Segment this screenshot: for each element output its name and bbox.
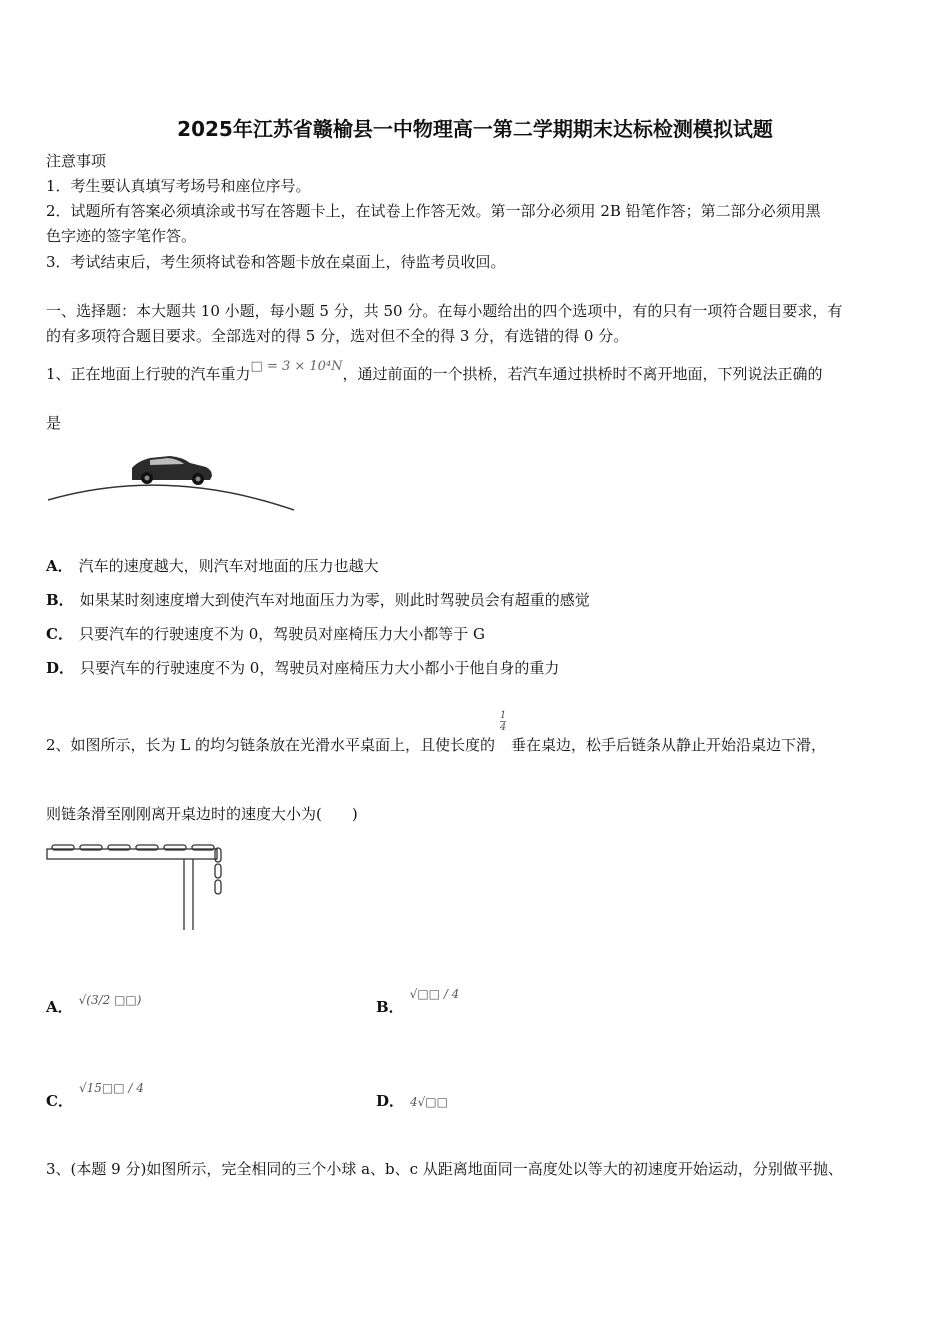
q1-stem (46, 359, 823, 386)
option-expr: √(3/2 □□) (78, 993, 142, 1007)
option-text: 汽车的速度越大，则汽车对地面的压力也越大 (78, 557, 379, 575)
option-label: D． (46, 659, 75, 677)
q2-stem-cont: 则链条滑至刚刚离开桌边时的速度大小为( ) (46, 805, 358, 823)
car-on-bridge-figure (46, 448, 296, 513)
q3-stem: 3、(本题 9 分)如图所示，完全相同的三个小球 a、b、c 从距离地面同一高度处以等大的初速度开始运动，分别做平抛、 (46, 1160, 843, 1178)
q1-option-a[interactable] (46, 556, 379, 576)
q2-option-d[interactable] (376, 1091, 448, 1112)
q2-suffix: 垂在桌边，松手后链条从静止开始沿桌边下滑， (510, 736, 826, 754)
option-label: A． (46, 557, 73, 575)
fraction-denominator: 4 (499, 722, 507, 733)
notice-item: 1．考生要认真填写考场号和座位序号。 (46, 177, 311, 195)
car-icon (132, 456, 212, 485)
option-label: A． (46, 998, 73, 1016)
option-label: C． (46, 625, 73, 643)
section-intro: 一、选择题：本大题共 10 小题，每小题 5 分，共 50 分。在每小题给出的四个选项中，有的只有一项符合题目要求，有 (46, 302, 843, 320)
q1-option-c[interactable] (46, 624, 485, 644)
option-expr: √□□ / 4 (409, 987, 460, 1001)
arch-bridge-curve (48, 485, 294, 510)
option-expr: √15□□ / 4 (78, 1081, 144, 1095)
notice-item: 3．考试结束后，考生须将试卷和答题卡放在桌面上，待监考员收回。 (46, 253, 506, 271)
option-label: B． (46, 591, 74, 609)
chain-on-table-figure (46, 842, 231, 934)
notice-item: 色字迹的签字笔作答。 (46, 227, 197, 245)
q2-option-a[interactable] (46, 993, 142, 1018)
option-text: 如果某时刻速度增大到使汽车对地面压力为零，则此时驾驶员会有超重的感觉 (79, 591, 590, 609)
fraction-numerator: 1 (499, 710, 507, 721)
option-label: C． (46, 1092, 73, 1110)
q2-fraction (500, 710, 506, 733)
q2-option-b[interactable] (376, 987, 460, 1018)
chain-links (52, 845, 221, 894)
q1-prefix: 1、正在地面上行驶的汽车重力 (46, 365, 251, 383)
q1-formula: □ = 3 × 10⁴N (250, 359, 343, 374)
page-title: 2025年江苏省赣榆县一中物理高一第二学期期末达标检测模拟试题 (177, 117, 773, 141)
q2-option-c[interactable] (46, 1081, 144, 1112)
option-text: 只要汽车的行驶速度不为 0，驾驶员对座椅压力大小都等于 G (78, 625, 486, 643)
option-label: D． (376, 1092, 405, 1110)
section-intro: 的有多项符合题目要求。全部选对的得 5 分，选对但不全的得 3 分，有选错的得 0 分。 (46, 327, 629, 345)
q1-option-d[interactable] (46, 658, 559, 678)
q1-option-b[interactable] (46, 590, 590, 610)
q2-stem (46, 710, 826, 755)
q2-prefix: 2、如图所示，长为 L 的均匀链条放在光滑水平桌面上，且使长度的 (46, 736, 496, 754)
q1-suffix: ，通过前面的一个拱桥，若汽车通过拱桥时不离开地面，下列说法正确的 (342, 365, 823, 383)
option-expr: 4√□□ (410, 1095, 448, 1109)
option-text: 只要汽车的行驶速度不为 0，驾驶员对座椅压力大小都小于他自身的重力 (80, 659, 560, 677)
option-label: B． (376, 998, 404, 1016)
notice-heading: 注意事项 (46, 152, 107, 170)
q1-stem-cont: 是 (46, 414, 62, 432)
notice-item: 2．试题所有答案必须填涂或书写在答题卡上，在试卷上作答无效。第一部分必须用 2B 铅笔作答；第二部分必须用黑 (46, 202, 821, 220)
